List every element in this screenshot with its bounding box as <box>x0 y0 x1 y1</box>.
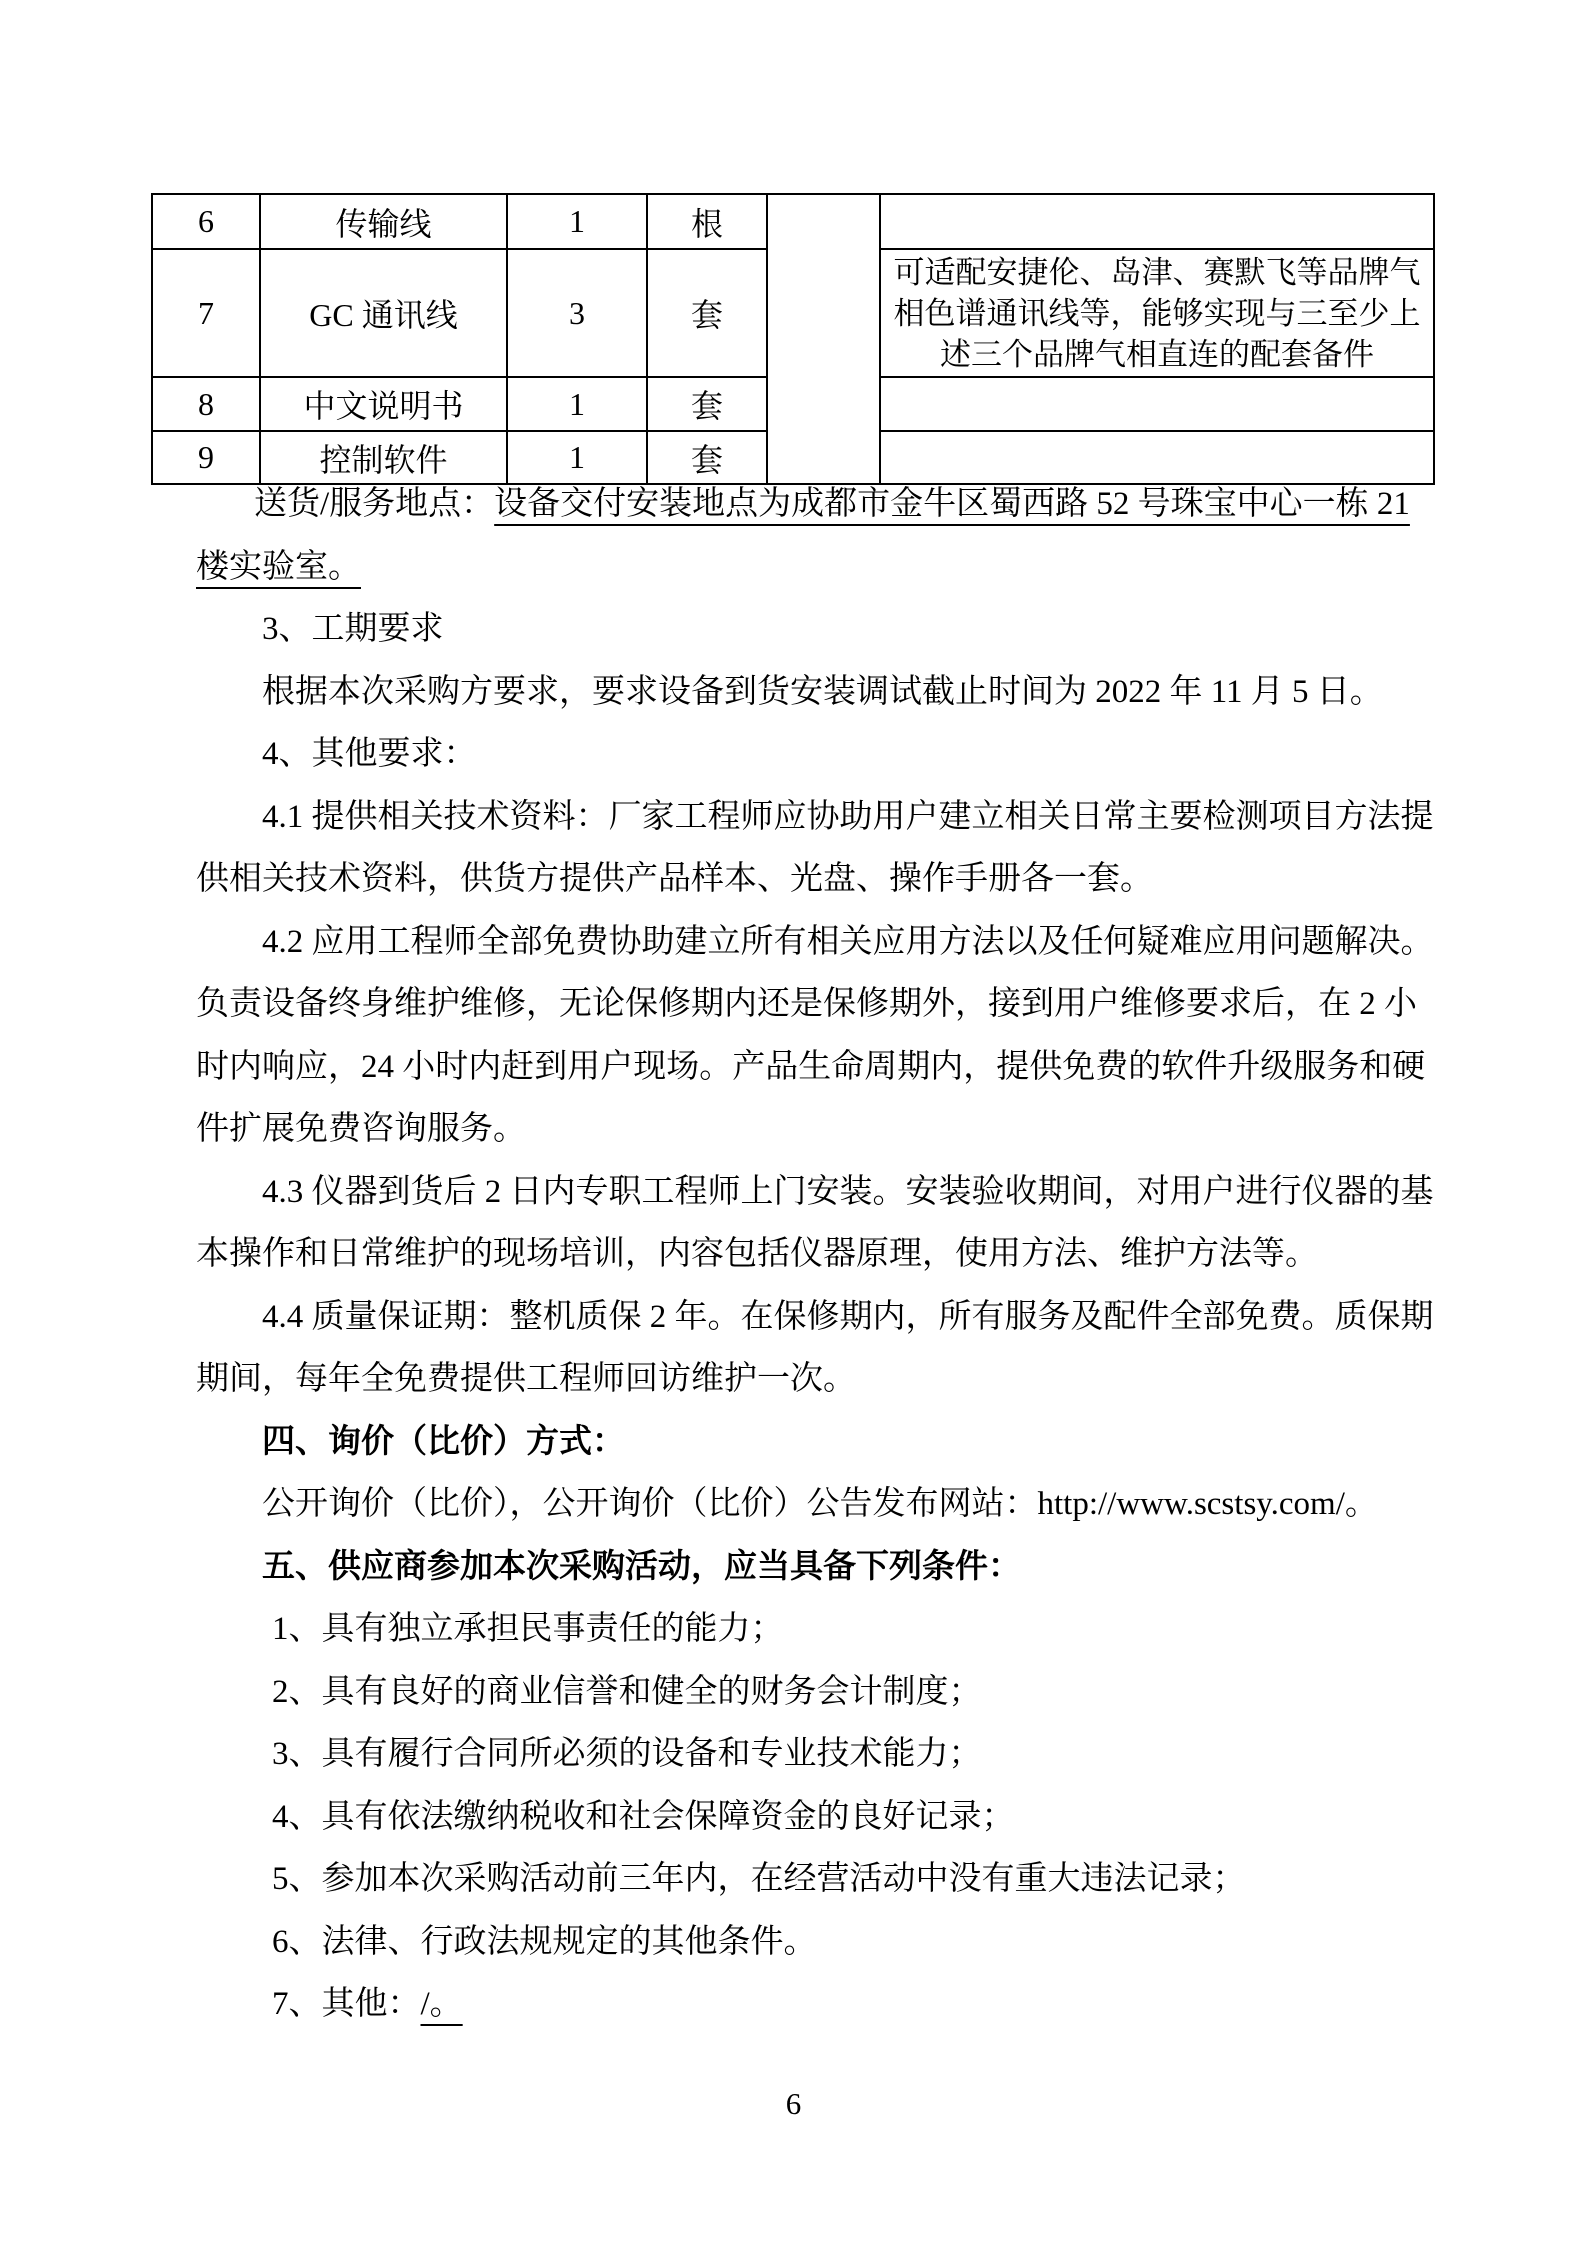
text-segment: 3、具有履行合同所必须的设备和专业技术能力； <box>272 1736 982 1772</box>
cell-no: 8 <box>152 377 260 431</box>
text-segment: 1、具有独立承担民事责任的能力； <box>272 1611 784 1647</box>
text-segment: 根据本次采购方要求，要求设备到货安装调试截止时间为 2022 年 11 月 5 日。 <box>262 673 1383 710</box>
body-line <box>196 1161 1440 1224</box>
body-line <box>196 1473 1440 1536</box>
spec-table <box>151 193 1435 485</box>
underlined-text-segment: 楼实验室。 <box>196 548 361 585</box>
cell-qty: 3 <box>507 249 647 377</box>
text-segment: 负责设备终身维护维修，无论保修期内还是保修期外，接到用户维修要求后，在 2 小 <box>196 986 1417 1022</box>
body-line <box>196 1911 1440 1974</box>
body-line <box>196 1286 1440 1349</box>
text-segment: 供相关技术资料，供货方提供产品样本、光盘、操作手册各一套。 <box>196 861 1153 897</box>
cell-qty: 1 <box>507 431 647 484</box>
body-line <box>196 1223 1440 1286</box>
body-line <box>196 848 1440 911</box>
page-number: 6 <box>785 2086 802 2121</box>
body-line <box>196 1598 1440 1661</box>
body-line <box>196 1723 1440 1786</box>
text-segment: 四、询价（比价）方式： <box>262 1423 625 1460</box>
underlined-text-segment: 设备交付安装地点为成都市金牛区蜀西路 52 号珠宝中心一栋 21 <box>494 486 1410 522</box>
body-line <box>196 473 1440 536</box>
body-line <box>196 1348 1440 1411</box>
body-line <box>196 973 1440 1036</box>
text-segment: 期间，每年全免费提供工程师回访维护一次。 <box>196 1361 856 1397</box>
body-line <box>196 1973 1440 2036</box>
text-segment: 4.4 质量保证期：整机质保 2 年。在保修期内，所有服务及配件全部免费。质保期 <box>262 1298 1434 1335</box>
body-line <box>196 1411 1440 1474</box>
spec-table-body <box>152 194 1434 484</box>
cell-name: 传输线 <box>260 194 507 249</box>
cell-qty: 1 <box>507 194 647 249</box>
text-segment: 件扩展免费咨询服务。 <box>196 1111 526 1147</box>
body-line <box>196 723 1440 786</box>
text-segment: 7、其他： <box>272 1986 421 2022</box>
text-segment: 公开询价（比价），公开询价（比价）公告发布网站：http://www.scstsy.com/。 <box>262 1486 1378 1522</box>
body-line <box>196 1848 1440 1911</box>
body-line <box>196 1036 1440 1099</box>
body-line <box>196 661 1440 724</box>
cell-name: GC 通讯线 <box>260 249 507 377</box>
text-segment: 6、法律、行政法规规定的其他条件。 <box>272 1923 817 1960</box>
text-segment: 5、参加本次采购活动前三年内，在经营活动中没有重大违法记录； <box>272 1861 1246 1897</box>
cell-remark <box>880 377 1434 431</box>
cell-remark <box>880 194 1434 249</box>
text-segment: 时内响应，24 小时内赶到用户现场。产品生命周期内，提供免费的软件升级服务和硬 <box>196 1048 1426 1085</box>
cell-unit: 套 <box>647 431 767 484</box>
cell-unit: 套 <box>647 377 767 431</box>
body-line <box>196 1536 1440 1599</box>
body-text <box>196 473 1440 2036</box>
cell-merged <box>767 194 880 484</box>
body-line <box>196 1098 1440 1161</box>
body-line <box>196 1786 1440 1849</box>
text-segment: 3、工期要求 <box>262 611 444 647</box>
text-segment: 4.3 仪器到货后 2 日内专职工程师上门安装。安装验收期间，对用户进行仪器的基 <box>262 1173 1434 1210</box>
text-segment: 4、其他要求： <box>262 736 477 772</box>
body-line <box>196 911 1440 974</box>
text-segment: 4.1 提供相关技术资料：厂家工程师应协助用户建立相关日常主要检测项目方法提 <box>262 798 1434 835</box>
cell-no: 9 <box>152 431 260 484</box>
table-row <box>152 194 1434 249</box>
body-line <box>196 786 1440 849</box>
cell-remark: 可适配安捷伦、岛津、赛默飞等品牌气相色谱通讯线等，能够实现与三至少上述三个品牌气相直连的配套备件 <box>880 249 1434 377</box>
cell-unit: 套 <box>647 249 767 377</box>
text-segment: 4.2 应用工程师全部免费协助建立所有相关应用方法以及任何疑难应用问题解决。 <box>262 923 1434 960</box>
text-segment: 送货/服务地点： <box>254 486 495 522</box>
body-line <box>196 1661 1440 1724</box>
body-line <box>196 598 1440 661</box>
underlined-text-segment: /。 <box>420 1986 463 2022</box>
cell-qty: 1 <box>507 377 647 431</box>
body-line <box>196 536 1440 599</box>
text-segment: 4、具有依法缴纳税收和社会保障资金的良好记录； <box>272 1798 1015 1835</box>
text-segment: 五、供应商参加本次采购活动，应当具备下列条件： <box>262 1548 1021 1585</box>
cell-unit: 根 <box>647 194 767 249</box>
cell-no: 7 <box>152 249 260 377</box>
cell-name: 中文说明书 <box>260 377 507 431</box>
cell-name: 控制软件 <box>260 431 507 484</box>
cell-no: 6 <box>152 194 260 249</box>
text-segment: 本操作和日常维护的现场培训，内容包括仪器原理，使用方法、维护方法等。 <box>196 1236 1318 1272</box>
text-segment: 2、具有良好的商业信誉和健全的财务会计制度； <box>272 1673 982 1710</box>
